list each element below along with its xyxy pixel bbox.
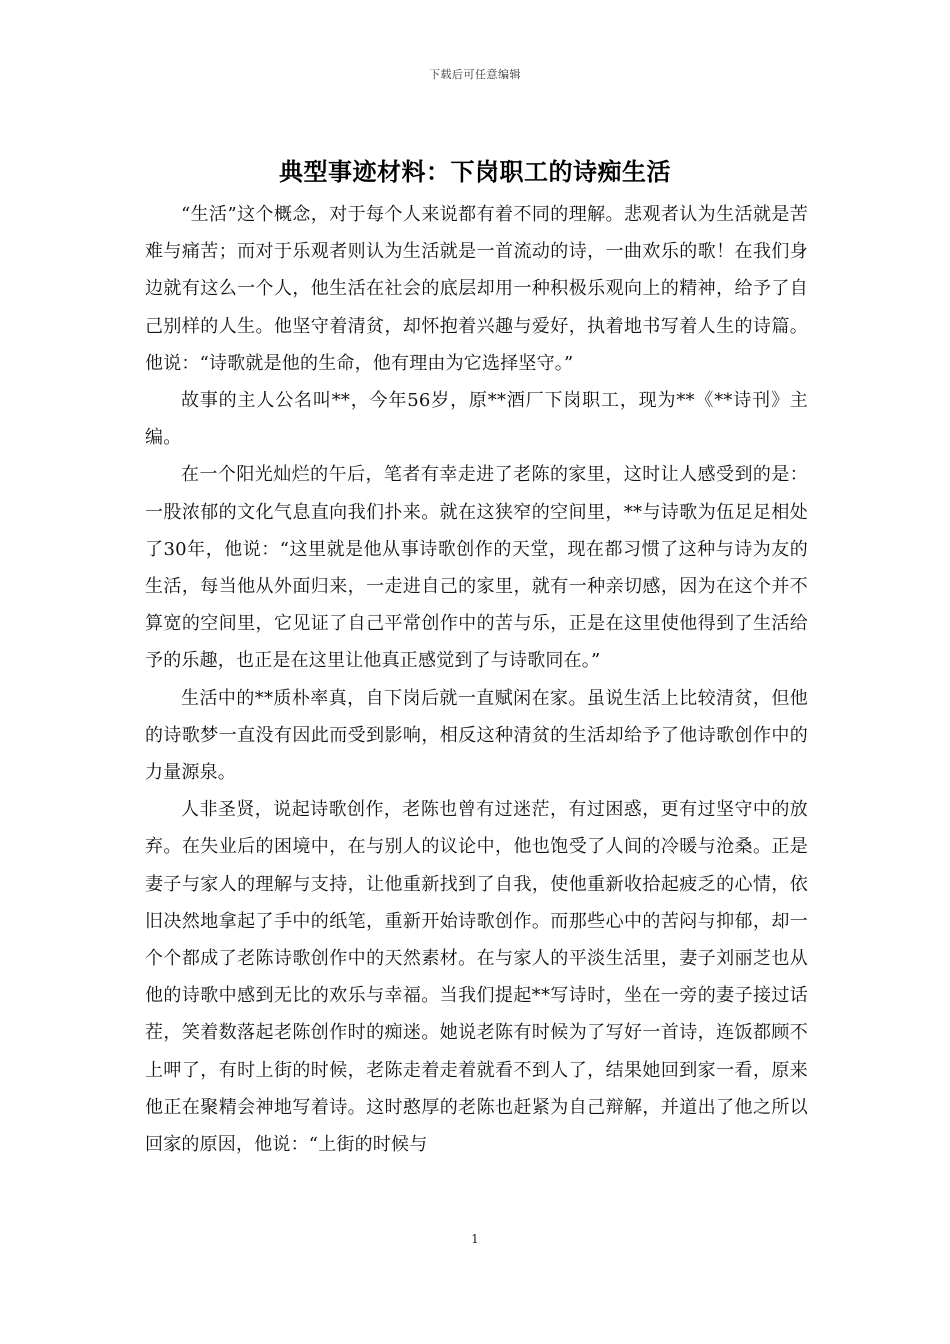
paragraph-home-visit: 在一个阳光灿烂的午后，笔者有幸走进了老陈的家里，这时让人感受到的是：一股浓郁的文化气息直向我们扑来。就在这狭窄的空间里，**与诗歌为伍足足相处了30年，他说：“这里就是他从事诗歌创作的天堂，现在都习惯了这种与诗为友的生活，每当他从外面归来，一走进自己的家里，就有一种亲切感，因为在这个并不算宽的空间里，它见证了自己平常创作中的苦与乐，正是在这里使他得到了生活给予的乐趣，也正是在这里让他真正感觉到了与诗歌同在。” xyxy=(145,464,808,672)
paragraph-perseverance: 人非圣贤，说起诗歌创作，老陈也曾有过迷茫，有过困惑，更有过坚守中的放弃。在失业后的困境中，在与别人的议论中，他也饱受了人间的冷暖与沧桑。正是妻子与家人的理解与支持，让他重新找到了自我，使他重新收拾起疲乏的心情，依旧决然地拿起了手中的纸笔，重新开始诗歌创作。而那些心中的苦闷与抑郁，却一个个都成了老陈诗歌创作中的天然素材。在与家人的平淡生活里，妻子刘丽芝也从他的诗歌中感到无比的欢乐与幸福。当我们提起**写诗时，坐在一旁的妻子接过话茬，笑着数落起老陈创作时的痴迷。她说老陈有时候为了写好一首诗，连饭都顾不上呷了，有时上街的时候，老陈走着走着就看不到人了，结果她回到家一看，原来他正在聚精会神地写着诗。这时憨厚的老陈也赶紧为自己辩解，并道出了他之所以回家的原因，他说：“上街的时候与 xyxy=(145,799,808,1156)
page-number: 1 xyxy=(471,1232,479,1246)
paragraph-intro: “生活”这个概念，对于每个人来说都有着不同的理解。悲观者认为生活就是苦难与痛苦；而对于乐观者则认为生活就是一首流动的诗，一曲欢乐的歌！在我们身边就有这么一个人，他生活在社会的底层却用一种积极乐观向上的精神，给予了自己别样的人生。他坚守着清贫，却怀抱着兴趣与爱好，执着地书写着人生的诗篇。他说：“诗歌就是他的生命，他有理由为它选择坚守。” xyxy=(145,204,808,374)
document-title: 典型事迹材料：下岗职工的诗痴生活 xyxy=(279,157,671,186)
paragraph-simple-life: 生活中的**质朴率真，自下岗后就一直赋闲在家。虽说生活上比较清贫，但他的诗歌梦一直没有因此而受到影响，相反这种清贫的生活却给予了他诗歌创作中的力量源泉。 xyxy=(145,687,808,784)
page-header: 下载后可任意编辑 xyxy=(429,68,521,81)
document-body xyxy=(145,196,808,1163)
paragraph-protagonist: 故事的主人公名叫**，今年56岁，原**酒厂下岗职工，现为**《**诗刊》主编。 xyxy=(145,390,808,449)
